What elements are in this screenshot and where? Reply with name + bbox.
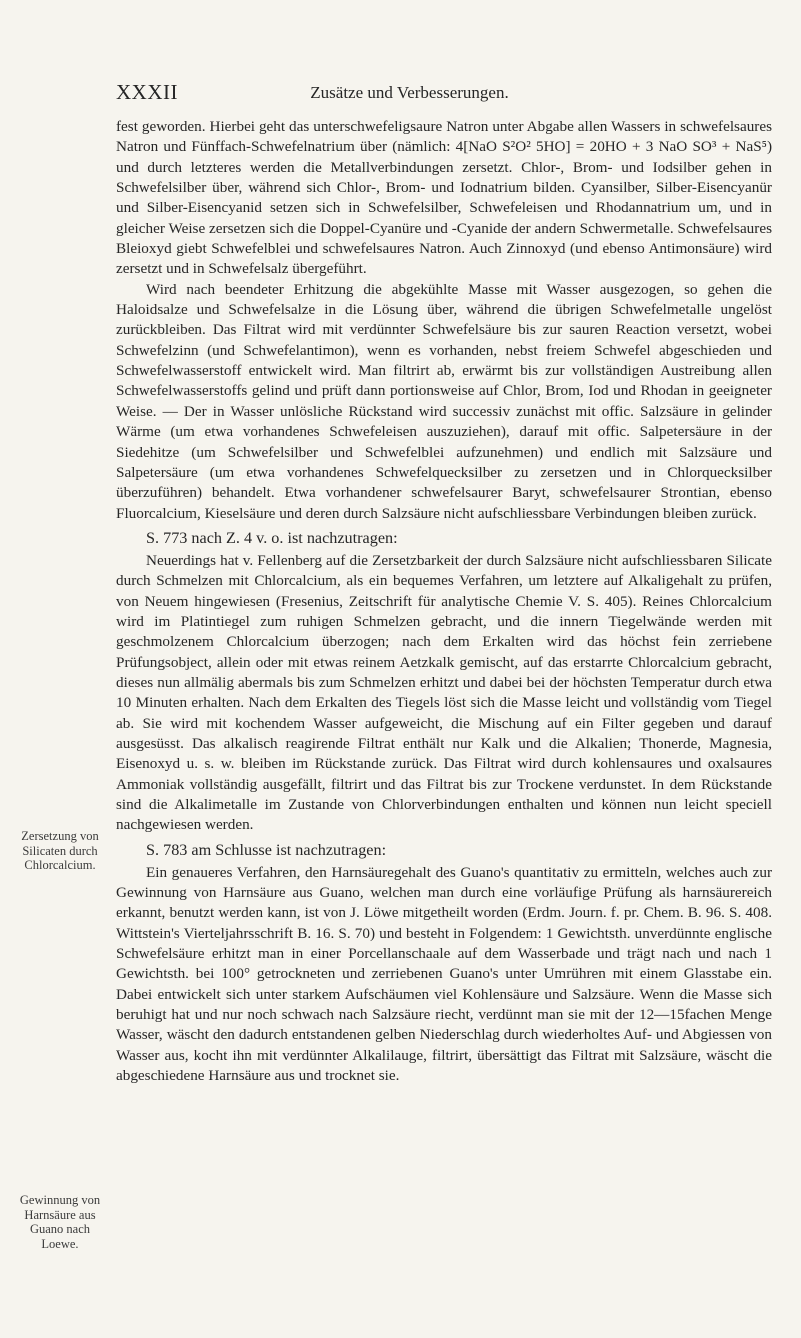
page-header bbox=[0, 80, 801, 108]
running-head: Zusätze und Verbesserungen. bbox=[310, 83, 509, 102]
body-text bbox=[116, 117, 772, 1086]
paragraph-4: Ein genaueres Verfahren, den Harnsäuregehalt des Guano's quantitativ zu ermitteln, welches auch zur Gewinnung von Harnsäure aus Guano, welchen man durch eine vorläufige Prüfung als harnsäurereich erkannt, benutzt werden kann, ist von J. Löwe mitgetheilt worden (Erdm. Journ. f. pr. Chem. B. 96. S. 408. Wittstein's Vierteljahrsschrift B. 16. S. 70) und besteht in Folgendem: 1 Gewichtsth. unverdünnte englische Schwefelsäure erhitzt man in einer Porcellanschaale auf dem Wasserbade und trägt nach und nach 1 Gewichtsth. bei 100° getrockneten und zerriebenen Guano's unter Umrühren mit einem Glasstabe ein. Dabei entwickelt sich unter starkem Aufschäumen viel Kohlensäure und Salzsäure. Wenn die Masse sich beruhigt hat und nur noch schwach nach Salzsäure riecht, verdünnt man sie mit der 12—15fachen Menge Wasser, wäscht den dadurch entstandenen gelben Niederschlag durch wiederholtes Auf- und Abgiessen von Wasser aus, kocht ihn mit verdünnter Alkalilauge, filtrirt, übersättigt das Filtrat mit Salzsäure, wäscht die abgeschiedene Harnsäure aus und trocknet sie. bbox=[116, 863, 772, 1085]
margin-note-guano: Gewinnung von Harnsäure aus Guano nach Loewe. bbox=[19, 1193, 101, 1251]
paragraph-1: fest geworden. Hierbei geht das unterschwefeligsaure Natron unter Abgabe allen Wassers in schwefelsaures Natron und Fünffach-Schwefelnatrium über (nämlich: 4[NaO S²O² 5HO] = 20HO + 3 NaO SO³ + NaS⁵) und durch letzteres werden die Metallverbindungen zersetzt. Chlor-, Brom- und Iodsilber gehen in Schwefelsilber über, während sich Chlor-, Brom- und Iodnatrium bilden. Cyansilber, Silber-Eisencyanür und Silber-Eisencyanid setzen sich in Schwefelsilber, Schwefeleisen und Rhodannatrium um, und in gleicher Weise zersetzen sich die Doppel-Cyanüre und -Cyanide der andern Schwermetalle. Schwefelsaures Bleioxyd giebt Schwefelblei und schwefelsaures Natron. Auch Zinnoxyd (und ebenso Antimonsäure) wird zersetzt und in Schwefelsalz übergeführt. bbox=[116, 118, 772, 278]
section-heading-s783: S. 783 am Schlusse ist nachzutragen: bbox=[146, 840, 387, 859]
margin-note-silicate: Zersetzung von Silicaten durch Chlorcalcium. bbox=[21, 829, 99, 872]
paragraph-2: Wird nach beendeter Erhitzung die abgekühlte Masse mit Wasser ausgezogen, so gehen die Haloidsalze und Schwefelsalze in die Lösung über, während die übrigen Schwefelmetalle ungelöst zurückbleiben. Das Filtrat wird mit verdünnter Schwefelsäure bis zur sauren Reaction versetzt, wobei Schwefelzinn (und Schwefelantimon), wenn es vorhanden, nebst freiem Schwefel abgeschieden und Schwefelwasserstoff entwickelt wird. Man filtrirt ab, erwärmt bis zur vollständigen Austreibung allen Schwefelwasserstoffs gelind und prüft dann portionsweise auf Chlor, Brom, Iod und Rhodan in geeigneter Weise. — Der in Wasser unlösliche Rückstand wird successiv zunächst mit offic. Salzsäure in gelinder Wärme (um etwa vorhandenes Schwefeleisen auszuziehen), darauf mit offic. Salpetersäure in der Siedehitze (um Schwefelsilber und Schwefelblei aufzunehmen) und endlich mit Salzsäure und Salpetersäure (um etwa vorhandenes Schwefelquecksilber zu zersetzen und in Chlorquecksilber überzuführen) behandelt. Etwa vorhandener schwefelsaurer Baryt, schwefelsaurer Strontian, ebenso Fluorcalcium, Kieselsäure und deren durch Salzsäure nicht aufschliessbare Verbindungen bleiben zurück. bbox=[116, 280, 772, 522]
section-heading-s773: S. 773 nach Z. 4 v. o. ist nachzutragen: bbox=[146, 528, 398, 547]
paragraph-3: Neuerdings hat v. Fellenberg auf die Zersetzbarkeit der durch Salzsäure nicht aufschliessbaren Silicate durch Schmelzen mit Chlorcalcium, als ein bequemes Verfahren, um letztere auf Alkaligehalt zu prüfen, von Neuem hingewiesen (Fresenius, Zeitschrift für analytische Chemie V. S. 405). Reines Chlorcalcium wird im Platintiegel zum ruhigen Schmelzen gebracht, und die innern Tiegelwände werden mit geschmolzenem Chlorcalcium überzogen; nach dem Erkalten wird das höchst fein zerriebene Prüfungsobject, allein oder mit etwas reinem Aetzkalk gemischt, auf das erstarrte Chlorcalcium gebracht, dieses nun allmälig abermals bis zum Schmelzen erhitzt und dabei bei der höchsten Temperatur durch etwa 10 Minuten erhalten. Nach dem Erkalten des Tiegels löst sich die Masse leicht und vollständig vom Tiegel ab. Sie wird mit kochendem Wasser aufgeweicht, die Mischung auf ein Filter gegeben und darauf ausgesüsst. Das alkalisch reagirende Filtrat enthält nur Kalk und die Alkalien; Thonerde, Magnesia, Eisenoxyd u. s. w. bleiben im Rückstande zurück. Das Filtrat wird durch kohlensaures und oxalsaures Ammoniak vollständig ausgefällt, filtrirt und das Filtrat bis zur Trockene verdunstet. In dem Rückstande sind die Alkalimetalle im Zustande von Chlorverbindungen enthalten und können nun leicht speciell nachgewiesen werden. bbox=[116, 551, 772, 834]
page-number: XXXII bbox=[116, 80, 178, 104]
